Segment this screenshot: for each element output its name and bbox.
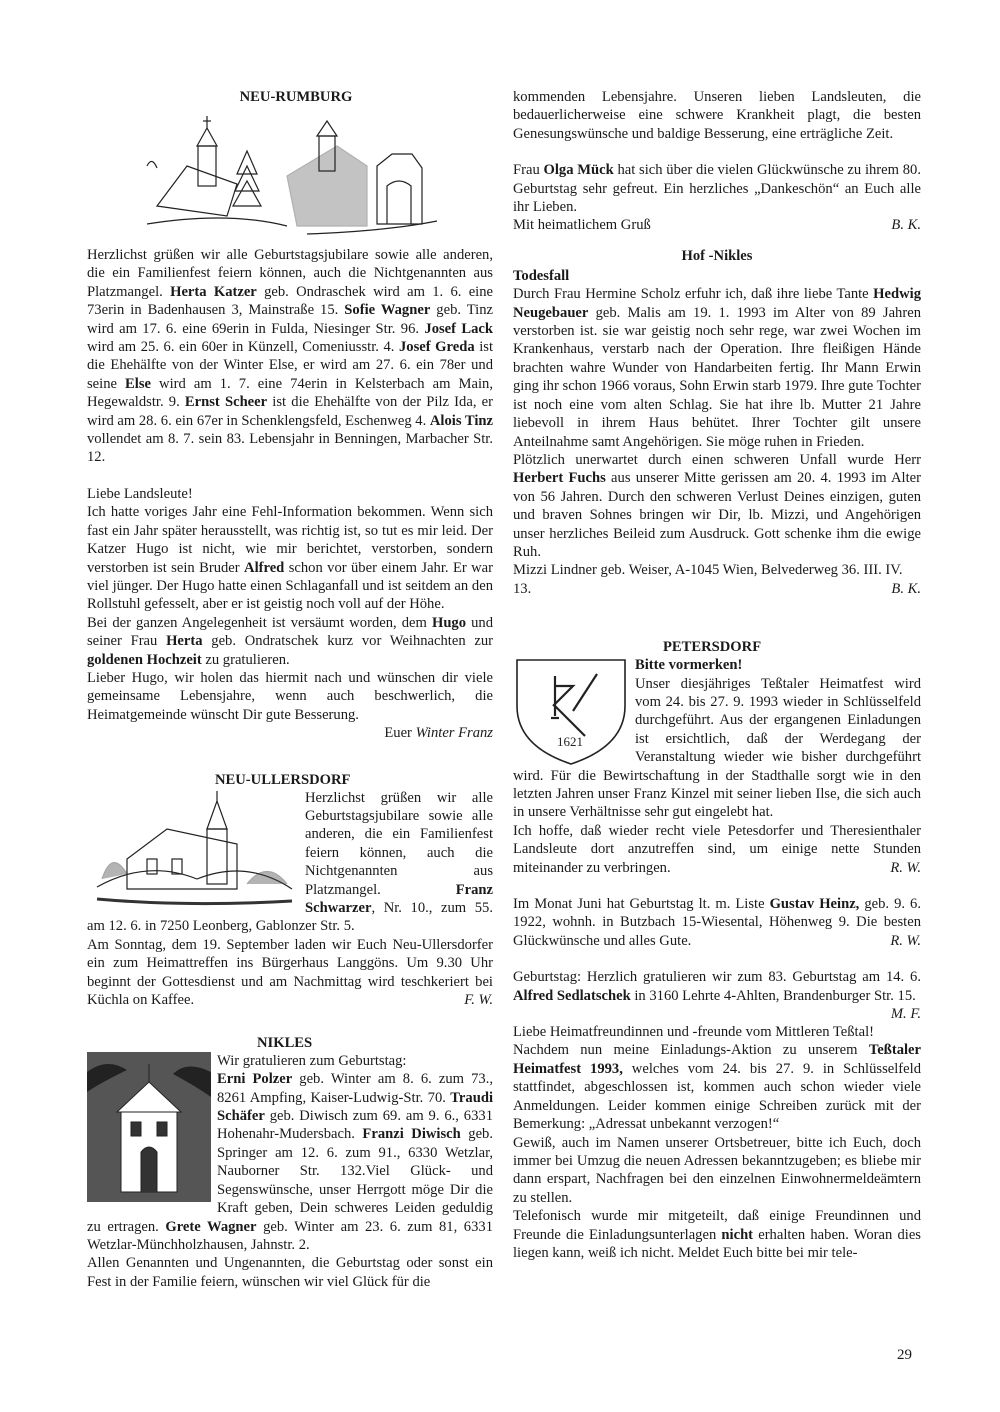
signature: B. K. [891,580,921,597]
text: geb. Malis am 19. 1. 1993 im Alter von 89 Jahren verstorben ist. sie war geistig noch sehr rege, war zwei Wochen im Krankenhaus, verstarb nach der Operation. Ihre fleißigen Hände brachten wahre Wunder von Handarbeiten fertig. Ihr Mann Erwin ging ihr schon 1966 voraus, Sohn Erwin starb 1979. Ihre gute Tochter ist noch eine vom alten Schlag. Sie hat ihre lb. Mutter 21 Jahre liebevoll in ihrem Haus behütet. Ihrer Tochter gilt unsere Anteilnahme samt Angehörigen. Sie möge ruhen in Frieden. [513,304,921,450]
person-name: Olga Mück [543,162,614,179]
neu-rumburg-salutation: Liebe Landsleute! [87,485,193,502]
neu-rumburg-signature [87,724,493,742]
section-title-petersdorf: PETERSDORF [663,639,762,656]
text: schon vor über einem Jahr. Er war viel jünger. Der Hugo hatte einen Schlaganfall und ist seitdem an den Rollstuhl gefesselt, aber er ist geistig noch voll auf der Höhe. [87,559,494,613]
petersdorf-june-birthday [513,895,921,950]
neu-rumburg-church-illustration [87,106,493,246]
nikles-chapel-illustration [87,1052,211,1202]
closing-text: Mit heimatlichem Gruß [513,217,651,234]
person-name: Erni Polzer [217,1071,293,1088]
birthday-text: wird am 25. 6. ein 60er in Künzell, Comeniusstr. 4. [87,339,399,356]
neu-rumburg-greeting: Herzlichst grüßen wir alle Geburtstagsjubilare sowie alle anderen, die ein Familienfest feiern können, auch die Nichtgenannten aus Platzmangel. [87,247,493,300]
neu-ullersdorf-church-illustration [87,789,299,913]
text: in 3160 Lehrte 4-Ahlten, Brandenburger Str. 15. [630,987,916,1004]
birthday-text: geb. Winter am 8. 6. zum 73., 8261 Ampfing, Kaiser-Ludwig-Str. 70. [217,1071,493,1106]
section-title-neu-rumburg: NEU-RUMBURG [239,89,353,105]
birthday-text: ist die Ehehälfte von der Pilz Ida, er wird am 28. 6. ein 67er in Schenklengsfeld, Eschenweg 4. [87,394,493,429]
text: Geburtstag: Herzlich gratulieren wir zum 83. Geburtstag am 14. 6. [513,969,921,986]
section-title-nikles: NIKLES [257,1034,313,1051]
signature: M. F. [890,1006,921,1023]
person-name: Josef Greda [399,339,475,356]
text: Frau [513,162,544,179]
text: , Nr. 10., zum 55. am 12. 6. in 7250 Leonberg, Gablonzer Str. 5. [87,900,493,935]
heimatfest-invitations [513,1041,921,1133]
person-name: Franzi Diwisch [362,1126,461,1143]
hof-nikles-address [513,561,921,598]
person-name: Else [125,375,151,392]
text: Bei der ganzen Angelegenheit ist versäumt worden, dem [87,614,432,631]
hof-nikles-obituary-1 [513,285,921,451]
nikles-intro: Wir gratulieren zum Geburtstag: [217,1052,407,1069]
hof-nikles-subtitle: Todesfall [513,267,570,284]
text: zu gratulieren. [201,651,290,668]
text: Durch Frau Hermine Scholz erfuhr ich, daß ihre liebe Tante [513,286,874,303]
hof-nikles-obituary-2 [513,451,921,561]
text: Herzlichst grüßen wir alle Geburtstagsjubilare sowie alle anderen, die ein Familienfest feiern können, auch die Nichtgenannten aus Platzmangel. [305,789,493,898]
olga-closing [513,216,921,234]
right-column [513,88,921,1262]
birthday-text: geb. Winter am 23. 6. zum 81, 6331 Wetzlar-Münchholzhausen, Jahnstr. 2. [87,1218,493,1253]
text: hat sich über die vielen Glückwünsche zu ihrem 80. Geburtstag sehr gefreut. Ein herzliches „Dankeschön“ an Euch alle ihr Lieben. [513,162,921,216]
petersdorf-subtitle: Bitte vormerken! [635,657,743,674]
petersdorf-83-birthday [513,968,921,1023]
signature: R. W. [890,932,921,949]
person-name: Josef Lack [424,320,493,337]
text: Euer [384,725,416,742]
petersdorf-hope [513,822,921,877]
text: Nachdem nun meine Einladungs-Aktion zu unserem [513,1042,869,1059]
event-name: Teßtaler Heimatfest 1993, [513,1042,921,1077]
text: und seiner Frau [87,614,493,650]
person-name: Sofie Wagner [344,302,431,319]
birthday-text: geb. Diwisch zum 69. am 9. 6., 6331 Hohenahr-Mudersbach. [217,1108,493,1143]
heimatfreunde-salutation: Liebe Heimatfreundinnen und -freunde vom Mittleren Teßtal! [513,1024,874,1041]
neu-rumburg-anniversary [87,614,493,669]
person-name: Alfred Sedlatschek [513,987,631,1004]
text: Ich hatte voriges Jahr eine Fehl-Information bekommen. Wenn sich fast ein Jahr später herausstellt, was richtig ist, so tut es mir leid. Der Katzer Hugo ist nicht, wie mir berichtet, verstorben, sondern verstorben ist sein Bruder [87,504,493,576]
section-title-hof-nikles: Hof -Nikles [681,247,753,264]
text: geb. 9. 6. 1922, wohnh. in Butzbach 15-Wiesental, Höhenweg 9. Die besten Glückwünsche und alles Gute. [513,896,921,949]
text: geb. Ondratschek kurz vor Weihnachten zur [202,633,493,650]
birthday-text: wird am 1. 7. eine 74erin in Kelsterbach am Main, Hegewaldstr. 9. [87,375,493,411]
person-name: Herta [166,633,203,650]
section-title-neu-ullersdorf: NEU-ULLERSDORF [215,771,351,788]
person-name: Franz Schwarzer [305,881,493,916]
person-name: Alfred [244,559,285,576]
neu-ullersdorf-invitation: Am Sonntag, dem 19. September laden wir Euch Neu-Ullersdorfer ein zum Heimattreffen ins Bürgerhaus Langgöns. Um 9.30 Uhr beginnt der Gottesdienst und am Nachmittag wird teschkeriert bei Küchla on Kaffee. [87,936,493,1009]
page-number: 29 [897,1347,912,1363]
text: Ich hoffe, daß wieder recht viele Petesdorfer und Theresienthaler Landsleute dort anzutreffen sind, um einige nette Stunden miteinander zu verbringen. [513,822,921,876]
person-name: Gustav Heinz, [769,896,860,913]
address-request: Gewiß, auch im Namen unserer Ortsbetreuer, bitte ich Euch, doch immer bei Umzug die neuen Adressen bekanntzugeben; es bliebe mir dann erspart, Nachfragen bei den einzelnen Einwohnermeldeämtern zu stellen. [513,1134,921,1206]
text: erhalten haben. Woran dies liegen kann, weiß ich nicht. Meldet Euch bitte bei mir tele- [513,1226,921,1261]
event-name: goldenen Hochzeit [87,651,202,668]
text: Im Monat Juni hat Geburtstag lt. m. Liste [513,896,770,913]
missing-invitations [513,1207,921,1262]
continued-text: kommenden Lebensjahre. Unseren lieben Landsleuten, die bedauerlicherweise eine schwere Krankheit plagt, die besten Genesungswünsche und baldige Besserung, eine erträgliche Zeit. [513,89,921,142]
petersdorf-festival: Unser diesjähriges Teßtaler Heimatfest wird vom 24. bis 27. 9. 1993 wieder in Schlüsselfeld durchgeführt. Aus der ergangenen Einladungen ist ersichtlich, daß der Werdegang der Veranstaltung wieder wie bisher durchgeführt wird. Für die Bewirtschaftung in der Stadthalle sorgt wie in den letzten Jahren unser Franz Kinzel mit seiner lieben Ilse, die sich auch in unsere Verhältnisse sehr gut eingelebt hat. [513,675,921,821]
author-name: Winter Franz [415,725,493,742]
signature: R. W. [890,859,921,876]
emphasis: nicht [721,1226,754,1243]
birthday-text: geb. Tinz wird am 17. 6. eine 69erin in Fulda, Niesinger Str. 96. [87,302,493,337]
person-name: Herta Katzer [170,283,257,300]
address: Mizzi Lindner geb. Weiser, A-1045 Wien, Belvederweg 36. III. IV. 13. [513,562,903,597]
person-name: Ernst Scheer [184,394,268,411]
olga-mueck-thanks [513,161,921,216]
person-name: Traudi Schäfer [217,1089,493,1125]
neu-rumburg-wishes: Lieber Hugo, wir holen das hiermit nach und wünschen dir viele gemeinsame Lebensjahre, wenn auch beschwerlich, die Heimatgemeinde wünscht Dir gute Besserung. [87,669,493,723]
neu-ullersdorf-signature: F. W. [464,992,493,1009]
text: welches vom 24. bis 27. 9. in Schlüsselfeld stattfindet, abgeschlossen ist, kommen auch schon wieder viele Anmeldungen. Leider kommen einige Schreiben zurück mit der Bemerkung: „Adressat unbekannt verzogen!“ [513,1060,921,1133]
signature: B. K. [891,217,921,234]
birthday-text: vollendet am 8. 7. sein 83. Lebensjahr in Benningen, Marbacher Str. 12. [87,431,493,466]
person-name: Herbert Fuchs [513,470,606,487]
left-column [87,88,493,1291]
person-name: Grete Wagner [165,1218,257,1235]
nikles-wishes: Allen Genannten und Ungenannten, die Geburtstag oder sonst ein Fest in der Familie feiern, wünschen wir viel Glück für die [87,1255,493,1290]
text: aus unserer Mitte gerissen am 20. 4. 1993 im Alter von 56 Jahren. Durch den schweren Verlust Deines einzigen, guten und braven Sohnes bringen wir Dir, lb. Mizzi, und Angehörigen unser herzliches Beileid zum Ausdruck. Gott schenke ihm die ewige Ruh. [513,470,921,560]
birthday-text: geb. Springer am 12. 6. zum 91., 6330 Wetzlar, Nauborner Str. 132.Viel Glück- und Segenswünsche, unser Herrgott möge Dir die Kraft geben, Dein schweres Leiden geduldig zu ertragen. [87,1126,493,1235]
person-name: Hedwig Neugebauer [513,286,921,321]
text: Telefonisch wurde mir mitgeteilt, daß einige Freundinnen und Freunde die Einladungsunterlagen [513,1208,921,1243]
petersdorf-coat-of-arms [513,656,629,766]
neu-rumburg-birthdays [87,246,493,467]
person-name: Alois Tinz [429,412,494,429]
neu-rumburg-correction [87,503,493,613]
person-name: Hugo [431,614,467,631]
birthday-text: geb. Ondraschek wird am 1. 6. eine 73erin in Badenhausen 3, Mainstraße 15. [87,283,494,319]
coat-of-arms-year: 1621 [557,734,583,750]
text: Plötzlich unerwartet durch einen schweren Unfall wurde Herr [513,451,921,468]
birthday-text: ist die Ehehälfte von der Winter Else, er wird am 27. 6. ein 78er und seine [87,339,493,392]
